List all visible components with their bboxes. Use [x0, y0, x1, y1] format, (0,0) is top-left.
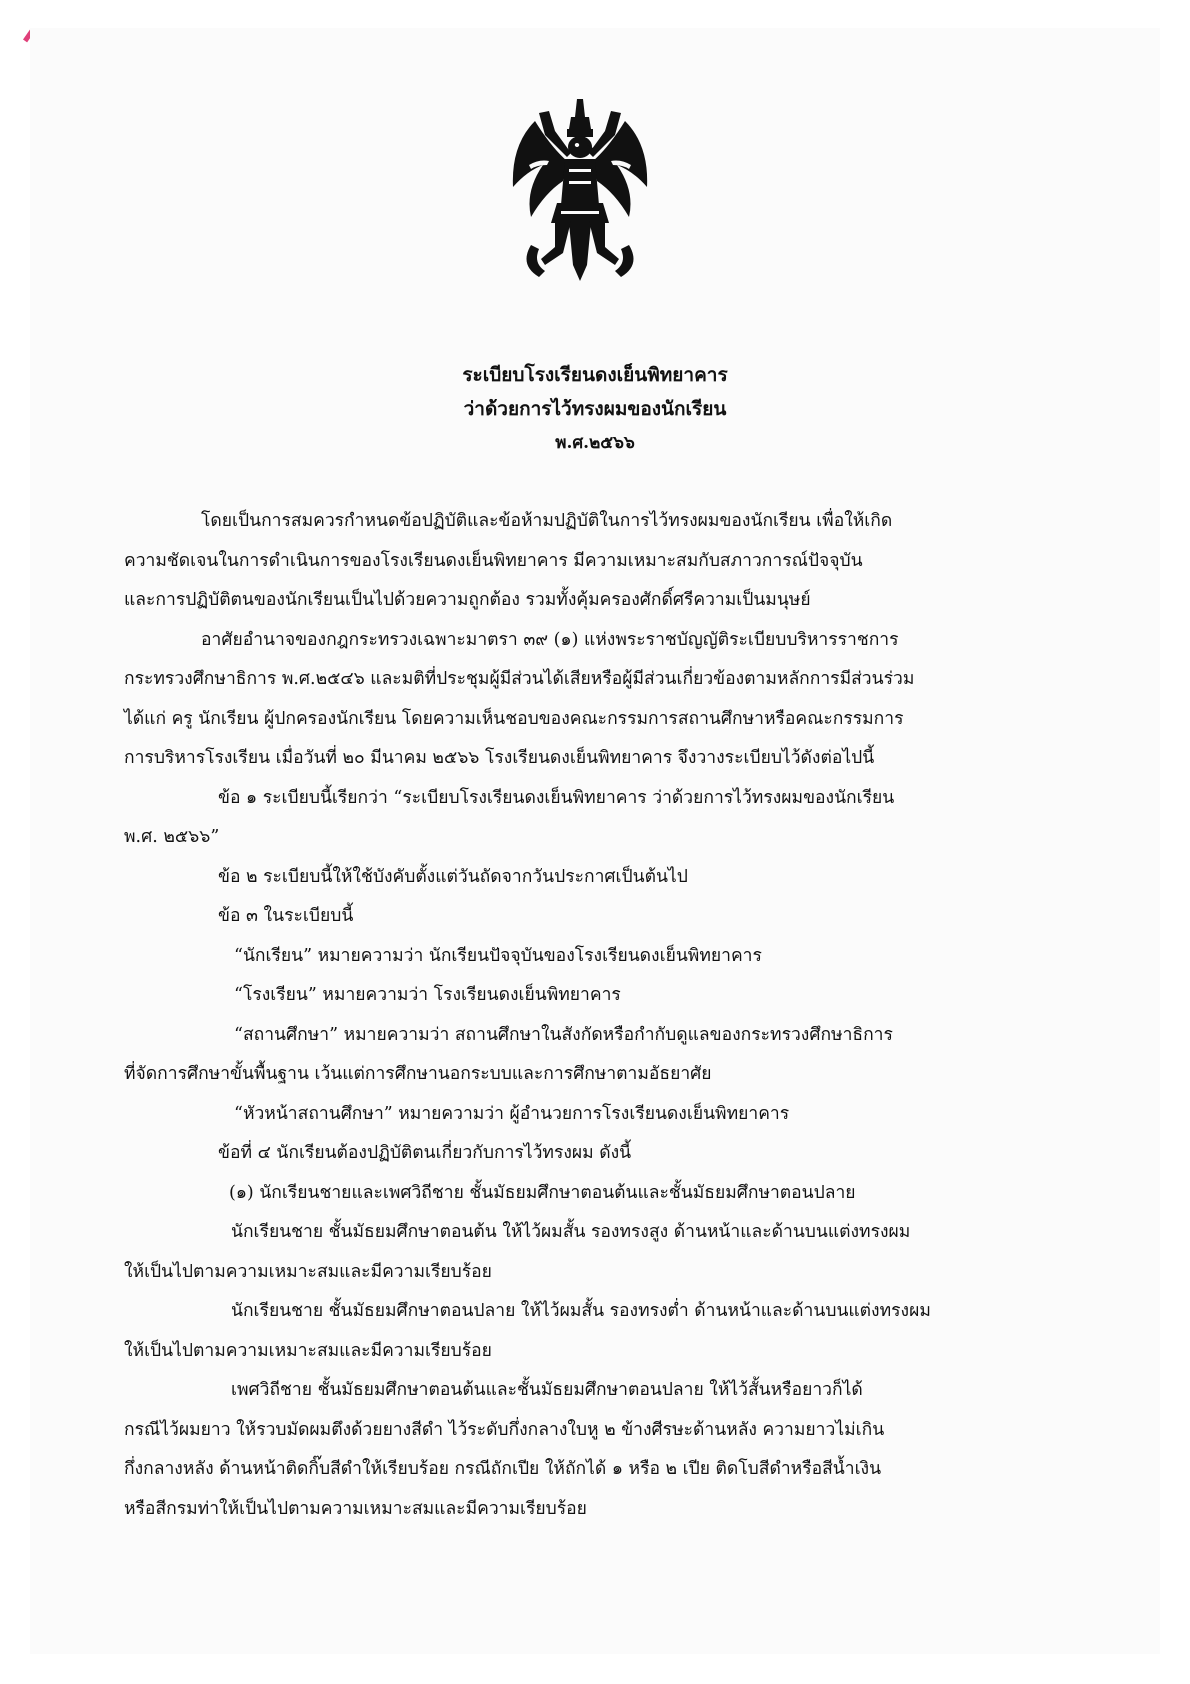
document-header [0, 358, 1190, 460]
definition-line: “โรงเรียน” หมายความว่า โรงเรียนดงเย็นพิทยาคาร [234, 985, 621, 1005]
authority-line: การบริหารโรงเรียน เมื่อวันที่ ๒๐ มีนาคม ๒๕๖๖ โรงเรียนดงเย็นพิทยาคาร จึงวางระเบียบไว้ดังต่อไปนี้ [124, 748, 875, 768]
preamble-line: โดยเป็นการสมควรกำหนดข้อปฏิบัติและข้อห้ามปฏิบัติในการไว้ทรงผมของนักเรียน เพื่อให้เกิด [201, 511, 893, 531]
document-title: ระเบียบโรงเรียนดงเย็นพิทยาคาร [462, 364, 728, 386]
rule-line: นักเรียนชาย ชั้นมัธยมศึกษาตอนต้น ให้ไว้ผมสั้น รองทรงสูง ด้านหน้าและด้านบนแต่งทรงผม [231, 1222, 911, 1242]
document-year: พ.ศ.๒๕๖๖ [555, 433, 635, 453]
rule-line: ให้เป็นไปตามความเหมาะสมและมีความเรียบร้อย [124, 1261, 492, 1282]
preamble-line: และการปฏิบัติตนของนักเรียนเป็นไปด้วยความถูกต้อง รวมทั้งคุ้มครองศักดิ์ศรีความเป็นมนุษย์ [124, 590, 811, 610]
subclause-line: (๑) นักเรียนชายและเพศวิถีชาย ชั้นมัธยมศึกษาตอนต้นและชั้นมัธยมศึกษาตอนปลาย [229, 1182, 856, 1203]
clause-1-line: พ.ศ. ๒๕๖๖” [124, 827, 220, 847]
authority-line: อาศัยอำนาจของกฎกระทรวงเฉพาะมาตรา ๓๙ (๑) แห่งพระราชบัญญัติระเบียบบริหารราชการ [201, 629, 899, 650]
document-body [124, 502, 1024, 1529]
rule-line: กรณีไว้ผมยาว ให้รวบมัดผมตึงด้วยยางสีดำ ไว้ระดับกึ่งกลางใบหู ๒ ข้างศีรษะด้านหลัง ความยาวไม่เกิน [124, 1419, 885, 1440]
definition-line: “สถานศึกษา” หมายความว่า สถานศึกษาในสังกัดหรือกำกับดูแลของกระทรวงศึกษาธิการ [234, 1024, 893, 1045]
rule-line: ให้เป็นไปตามความเหมาะสมและมีความเรียบร้อย [124, 1340, 492, 1361]
preamble-line: ความชัดเจนในการดำเนินการของโรงเรียนดงเย็นพิทยาคาร มีความเหมาะสมกับสภาวการณ์ปัจจุบัน [124, 550, 863, 571]
rule-line: หรือสีกรมท่าให้เป็นไปตามความเหมาะสมและมีความเรียบร้อย [124, 1498, 587, 1519]
garuda-emblem-icon [505, 95, 655, 285]
definition-line: ที่จัดการศึกษาขั้นพื้นฐาน เว้นแต่การศึกษานอกระบบและการศึกษาตามอัธยาศัย [124, 1064, 712, 1084]
authority-line: กระทรวงศึกษาธิการ พ.ศ.๒๕๔๖ และมติที่ประชุมผู้มีส่วนได้เสียหรือผู้มีส่วนเกี่ยวข้องตามหลักการมีส่วนร่วม [124, 669, 915, 689]
rule-line: นักเรียนชาย ชั้นมัธยมศึกษาตอนปลาย ให้ไว้ผมสั้น รองทรงต่ำ ด้านหน้าและด้านบนแต่งทรงผม [231, 1301, 931, 1321]
definition-line: “นักเรียน” หมายความว่า นักเรียนปัจจุบันของโรงเรียนดงเย็นพิทยาคาร [234, 945, 762, 966]
document-subtitle: ว่าด้วยการไว้ทรงผมของนักเรียน [463, 398, 727, 420]
rule-line: เพศวิถีชาย ชั้นมัธยมศึกษาตอนต้นและชั้นมัธยมศึกษาตอนปลาย ให้ไว้สั้นหรือยาวก็ได้ [231, 1380, 863, 1400]
rule-line: กึ่งกลางหลัง ด้านหน้าติดกิ๊บสีดำให้เรียบร้อย กรณีถักเปีย ให้ถักได้ ๑ หรือ ๒ เปีย ติดโบสีดำหรือสีน้ำเงิน [124, 1459, 882, 1479]
clause-4-line: ข้อที่ ๔ นักเรียนต้องปฏิบัติตนเกี่ยวกับการไว้ทรงผม ดังนี้ [218, 1143, 632, 1163]
definition-line: “หัวหน้าสถานศึกษา” หมายความว่า ผู้อำนวยการโรงเรียนดงเย็นพิทยาคาร [234, 1103, 790, 1124]
clause-2-line: ข้อ ๒ ระเบียบนี้ให้ใช้บังคับตั้งแต่วันถัดจากวันประกาศเป็นต้นไป [218, 866, 688, 887]
clause-1-line: ข้อ ๑ ระเบียบนี้เรียกว่า “ระเบียบโรงเรียนดงเย็นพิทยาคาร ว่าด้วยการไว้ทรงผมของนักเรียน [218, 787, 895, 808]
clause-3-line: ข้อ ๓ ในระเบียบนี้ [218, 906, 354, 926]
authority-line: ได้แก่ ครู นักเรียน ผู้ปกครองนักเรียน โดยความเห็นชอบของคณะกรรมการสถานศึกษาหรือคณะกรรมการ [124, 708, 904, 729]
